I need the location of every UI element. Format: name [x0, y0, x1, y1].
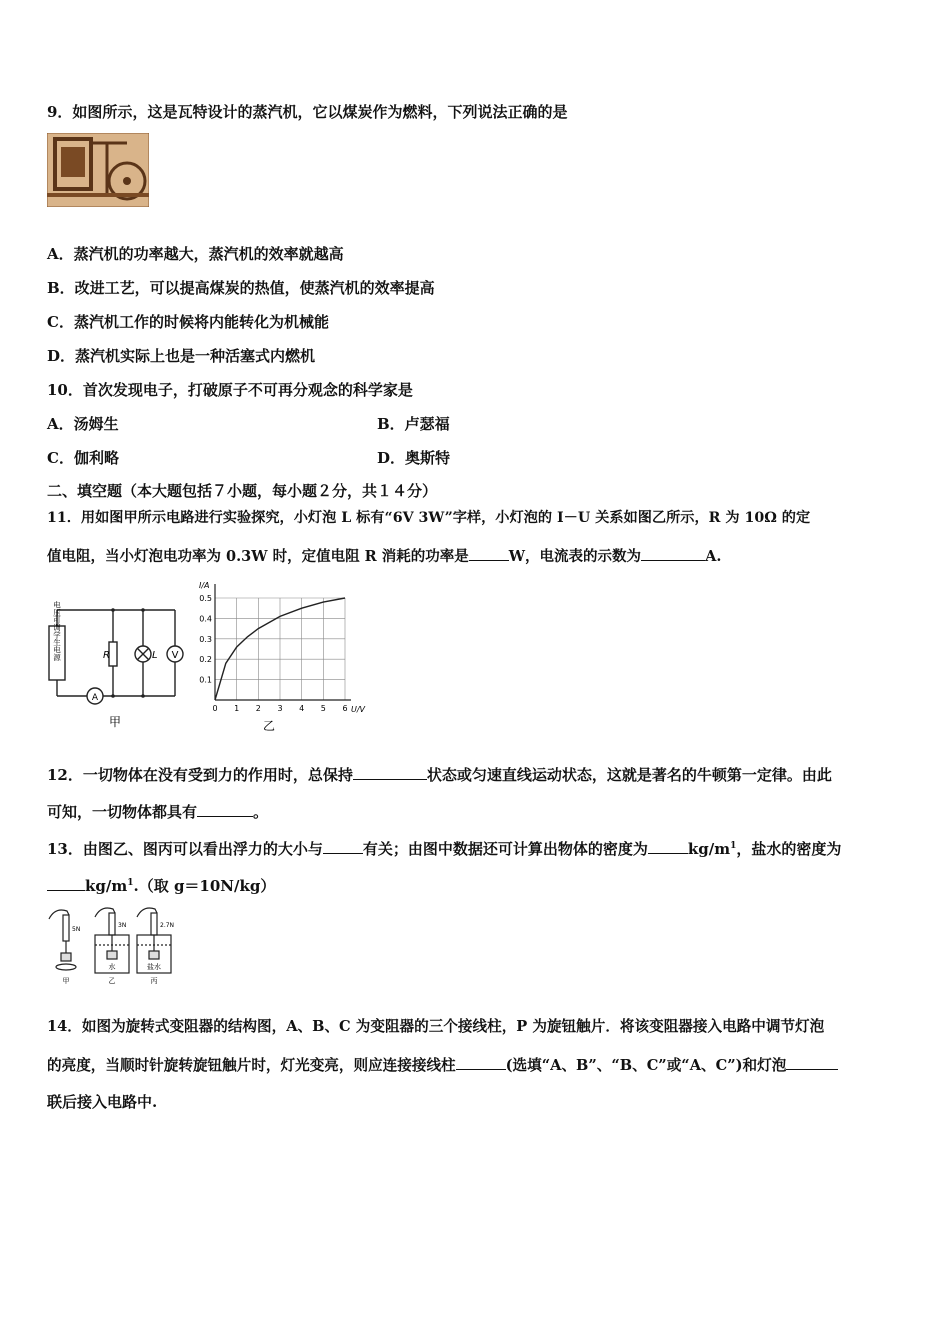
q11-blank-1[interactable] — [469, 545, 509, 561]
steam-engine-photo — [47, 133, 149, 207]
reading-1: 5N — [72, 926, 81, 933]
q14-line1: 14．如图为旋转式变阻器的结构图，A、B、C 为变阻器的三个接线柱，P 为旋钮触片．将该变阻器接入电路中调节灯泡 — [47, 1018, 825, 1035]
y-tick-label: 0.1 — [199, 675, 212, 685]
q12-line2 — [47, 801, 268, 822]
caption-jia: 甲 — [62, 977, 70, 985]
x-tick-label: 3 — [277, 704, 283, 713]
x-tick-label: 0 — [212, 704, 218, 713]
q9-option-b: B．改进工艺，可以提高煤炭的热值，使蒸汽机的效率提高 — [47, 279, 435, 297]
caption-yi: 乙 — [108, 977, 116, 985]
iu-graph — [193, 578, 373, 734]
q14-text-b: (选填“A、B”、“B、C”或“A、C”)和灯泡 — [505, 1057, 787, 1074]
q13-text-c: ，盐水的密度为 — [736, 840, 842, 858]
caption-bing: 丙 — [150, 977, 158, 985]
graph-xlabel: U/V — [351, 705, 366, 714]
q12-blank-2[interactable] — [197, 801, 253, 817]
q10-option-c: C．伽利略 — [47, 449, 119, 467]
q12-text-d: 。 — [253, 803, 269, 821]
q12-line1 — [47, 764, 832, 785]
q12-text-c: 可知，一切物体都具有 — [47, 803, 198, 821]
q11-text-a: 值电阻，当小灯泡电功率为 0.3W 时，定值电阻 R 消耗的功率是 — [47, 548, 469, 565]
section-heading: 二、填空题（本大题包括７小题，每小题２分，共１４分） — [47, 482, 438, 500]
q13-unit-1: kg/m — [687, 840, 731, 858]
y-tick-label: 0.2 — [199, 655, 212, 665]
liquid-brine: 盐水 — [147, 963, 161, 971]
q14-blank-2[interactable] — [786, 1054, 838, 1070]
q11-line1: 11．用如图甲所示电路进行实验探究，小灯泡 L 标有“6V 3W”字样，小灯泡的 I－U 关系如图乙所示，R 为 10Ω 的定 — [47, 510, 811, 526]
ammeter-label: A — [91, 693, 99, 703]
q13-text-b: 有关；由图中数据还可计算出物体的密度为 — [362, 840, 648, 858]
q14-line2 — [47, 1054, 838, 1076]
q13-sup-1: 1 — [730, 841, 737, 851]
y-tick-label: 0.5 — [199, 594, 212, 603]
q13-line2 — [47, 873, 275, 896]
q9-option-d: D．蒸汽机实际上也是一种活塞式内燃机 — [47, 347, 316, 365]
circuit-caption: 甲 — [108, 715, 122, 729]
q13-line1 — [47, 836, 841, 859]
q10-option-d: D．奥斯特 — [377, 449, 451, 467]
x-tick-label: 2 — [255, 704, 261, 713]
power-source-label: 电压可调学生电源 — [52, 601, 62, 661]
y-tick-label: 0.4 — [199, 614, 212, 624]
q13-unit-2: kg/m — [85, 877, 128, 895]
reading-3: 2.7N — [160, 922, 175, 929]
q9-stem: 9．如图所示，这是瓦特设计的蒸汽机，它以煤炭作为燃料，下列说法正确的是 — [47, 103, 568, 121]
x-tick-label: 4 — [299, 704, 305, 713]
q10-stem: 10．首次发现电子，打破原子不可再分观念的科学家是 — [47, 381, 413, 399]
q13-blank-3[interactable] — [47, 875, 85, 891]
q11-blank-2[interactable] — [641, 545, 705, 561]
graph-caption: 乙 — [262, 719, 276, 733]
q13-sup-2: 1 — [127, 878, 134, 888]
q12-text-b: 状态或匀速直线运动状态，这就是著名的牛顿第一定律。由此 — [426, 766, 832, 784]
liquid-water: 水 — [108, 963, 116, 971]
q12-text-a: 12．一切物体在没有受到力的作用时，总保持 — [47, 766, 353, 784]
q11-text-c: A. — [705, 548, 722, 565]
q11-line2 — [47, 545, 721, 567]
q9-option-c: C．蒸汽机工作的时候将内能转化为机械能 — [47, 313, 329, 331]
q13-text-a: 13．由图乙、图丙可以看出浮力的大小与 — [47, 840, 323, 858]
buoyancy-figure — [45, 905, 187, 987]
q13-text-d: .（取 g＝10N/kg） — [133, 877, 276, 895]
q14-text-a: 的亮度，当顺时针旋转旋钮触片时，灯光变亮，则应连接接线柱 — [47, 1057, 456, 1074]
x-tick-label: 6 — [342, 704, 348, 713]
q10-option-b: B．卢瑟福 — [377, 415, 450, 433]
q14-blank-1[interactable] — [456, 1054, 506, 1070]
q11-text-b: W，电流表的示数为 — [508, 548, 642, 565]
reading-2: 3N — [118, 922, 127, 929]
y-tick-label: 0.3 — [199, 634, 212, 644]
q9-option-a: A．蒸汽机的功率越大，蒸汽机的效率就越高 — [47, 245, 344, 263]
voltmeter-label: V — [171, 650, 179, 661]
graph-ylabel: I/A — [199, 581, 210, 590]
x-tick-label: 5 — [320, 704, 326, 713]
lamp-label: L — [152, 650, 158, 661]
q10-option-a: A．汤姆生 — [47, 415, 119, 433]
q14-line3: 联后接入电路中. — [47, 1093, 158, 1111]
resistor-label: R — [103, 650, 110, 661]
q12-blank-1[interactable] — [353, 764, 427, 780]
q13-blank-1[interactable] — [323, 838, 363, 854]
x-tick-label: 1 — [234, 704, 240, 713]
circuit-diagram — [45, 600, 185, 732]
q13-blank-2[interactable] — [648, 838, 688, 854]
